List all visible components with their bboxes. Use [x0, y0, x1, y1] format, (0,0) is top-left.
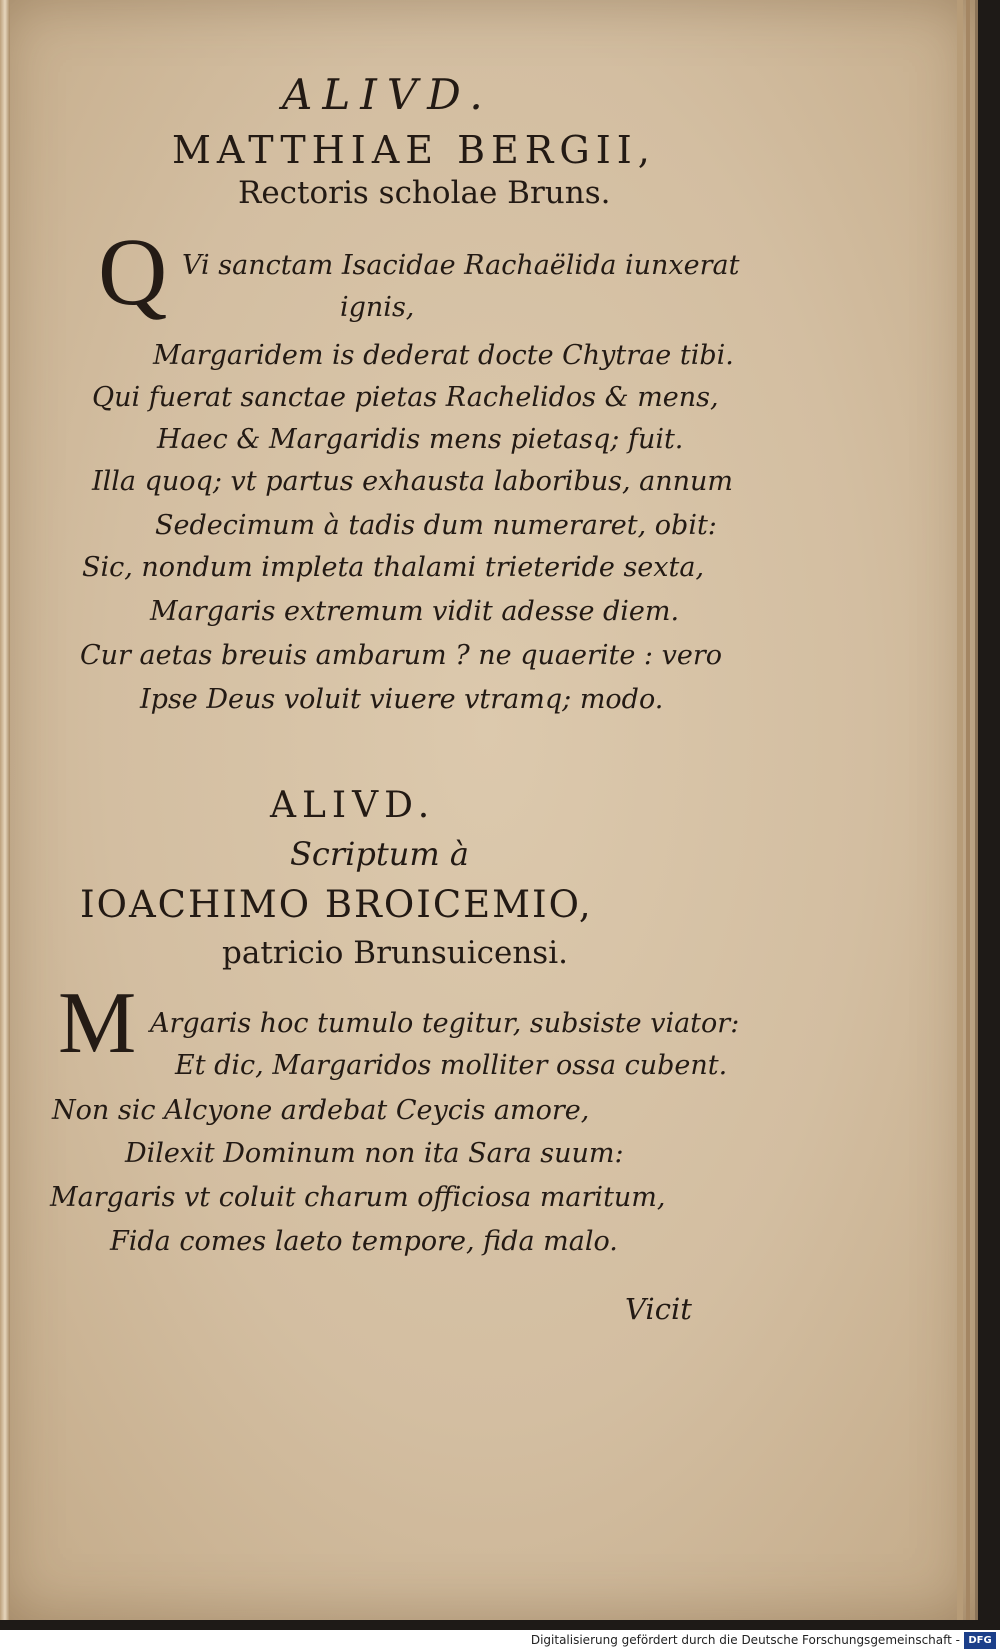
page-left-edge [0, 0, 10, 1620]
catchword: Vicit [625, 1292, 692, 1326]
s2-line-1: Argaris hoc tumulo tegitur, subsiste viator: [150, 1008, 740, 1039]
s2-line-2: Et dic, Margaridos molliter ossa cubent. [175, 1050, 728, 1081]
s2-line-3: Non sic Alcyone ardebat Ceycis amore, [52, 1095, 590, 1126]
s1-line-9: Margaris extremum vidit adesse diem. [150, 596, 680, 627]
section2-subheading: Scriptum à [290, 835, 469, 873]
s1-line-5: Haec & Margaridis mens pietasq; fuit. [157, 424, 684, 455]
s2-line-5: Margaris vt coluit charum officiosa maritum, [50, 1182, 666, 1213]
funding-credit: Digitalisierung gefördert durch die Deutsche Forschungsgemeinschaft - [530, 1633, 960, 1647]
section1-author: MATTHIAE BERGII, [172, 128, 656, 172]
s2-line-6: Fida comes laeto tempore, fida malo. [110, 1226, 618, 1257]
section2-author-title: patricio Brunsuicensi. [222, 935, 568, 971]
s1-line-6: Illa quoq; vt partus exhausta laboribus, annum [92, 466, 733, 497]
s1-line-3: Margaridem is dederat docte Chytrae tibi. [153, 340, 734, 371]
page-right-edge-inner [966, 0, 970, 1620]
page-right-edge [957, 0, 963, 1620]
section1-heading: ALIVD. [282, 70, 493, 119]
s1-line-11: Ipse Deus voluit viuere vtramq; modo. [140, 684, 664, 715]
s1-line-8: Sic, nondum impleta thalami trieteride sexta, [82, 552, 705, 583]
dfg-logo: DFG [964, 1632, 996, 1649]
section2-heading: ALIVD. [270, 785, 436, 826]
s1-line-7: Sedecimum à tadis dum numeraret, obit: [155, 510, 717, 541]
s1-line-4: Qui fuerat sanctae pietas Rachelidos & mens, [92, 382, 719, 413]
digitization-footer [0, 1630, 1000, 1652]
section1-dropcap: Q [98, 218, 168, 325]
s1-line-1: Vi sanctam Isacidae Rachaëlida iunxerat [182, 250, 740, 281]
section2-author: IOACHIMO BROICEMIO, [80, 883, 593, 926]
s1-line-10: Cur aetas breuis ambarum ? ne quaerite : vero [80, 640, 722, 671]
s2-line-4: Dilexit Dominum non ita Sara suum: [125, 1138, 624, 1169]
s1-line-2: ignis, [340, 292, 415, 323]
section1-author-title: Rectoris scholae Bruns. [238, 175, 611, 211]
section2-dropcap: M [58, 975, 137, 1072]
